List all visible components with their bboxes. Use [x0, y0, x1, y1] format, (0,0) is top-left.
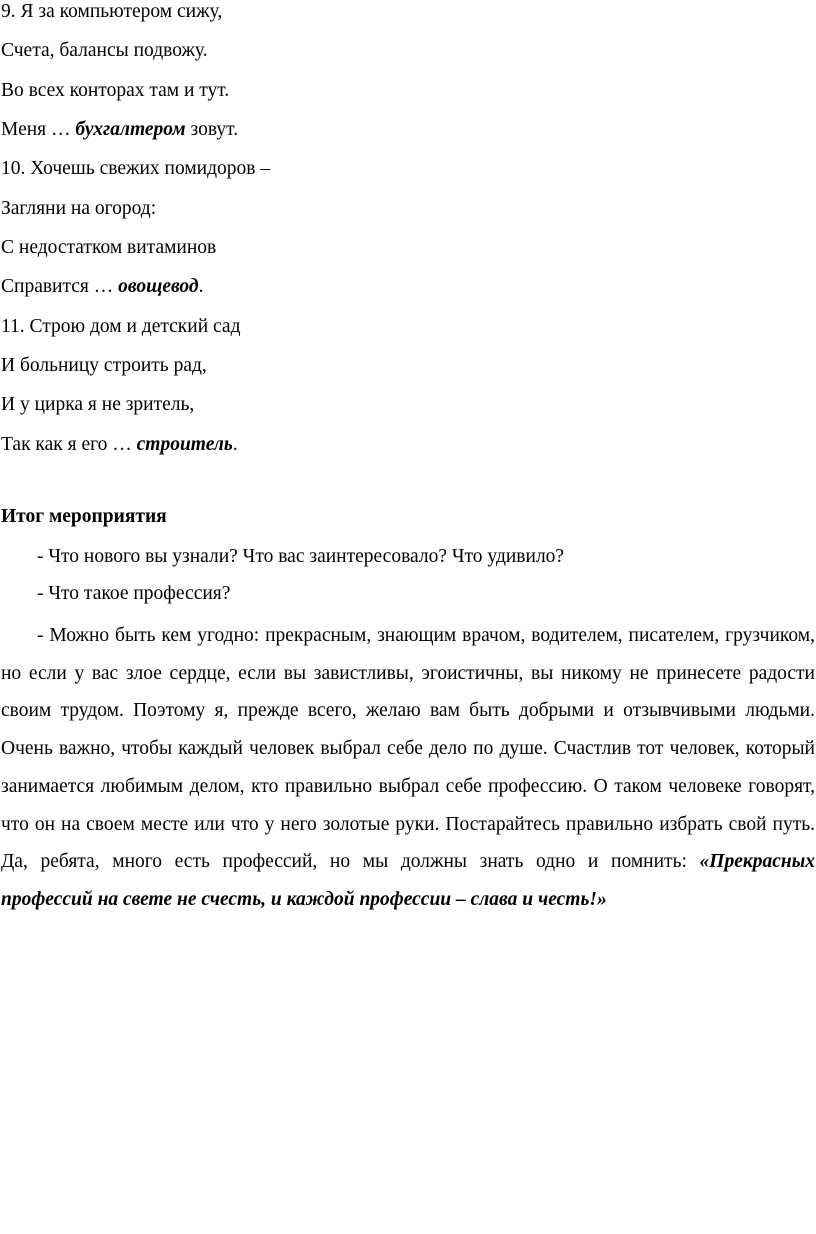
riddle-9-line-3: Во всех конторах там и тут.	[1, 80, 230, 101]
riddle-11-line-1: 11. Строю дом и детский сад	[1, 316, 241, 337]
riddle-10-line-3: С недостатком витаминов	[1, 237, 217, 258]
summary-question-1: - Что нового вы узнали? Что вас заинтересовало? Что удивило?	[37, 546, 565, 567]
riddle-10-line-2: Загляни на огород:	[1, 198, 157, 219]
riddle-9-line-2: Счета, балансы подвожу.	[1, 40, 208, 61]
closing-quote: «Прекрасных профессий на свете не счесть, и каждой профессии – слава и честь!»	[1, 851, 815, 910]
riddle-10-line-1: 10. Хочешь свежих помидоров –	[1, 158, 271, 179]
summary-paragraph	[1, 617, 815, 919]
summary-heading: Итог мероприятия	[1, 506, 167, 527]
riddle-10-line-4: Справится … овощевод.	[1, 276, 204, 297]
riddle-11-line-2: И больницу строить рад,	[1, 355, 207, 376]
riddle-10-answer: овощевод	[118, 276, 199, 297]
summary-paragraph-text: - Можно быть кем угодно: прекрасным, знающим врачом, водителем, писателем, грузчиком, но если у вас злое сердце, если вы завистливы, эгоистичны, вы никому не принесете радости своим трудом. Поэтому я, прежде всего, желаю вам быть добрыми и отзывчивыми людьми. Очень важно, чтобы каждый человек выбрал себе дело по душе. Счастлив тот человек, который занимается любимым делом, кто правильно выбрал себе профессию. О таком человеке говорят, что он на своем месте или что у него золотые руки. Постарайтесь правильно избрать свой путь. Да, ребята, много есть профессий, но мы должны знать одно и помнить:	[1, 625, 815, 873]
riddle-11-line-3: И у цирка я не зритель,	[1, 394, 195, 415]
riddle-11-line-4: Так как я его … строитель.	[1, 434, 238, 455]
riddle-9-line-4: Меня … бухгалтером зовут.	[1, 119, 239, 140]
riddle-9-line-1: 9. Я за компьютером сижу,	[1, 1, 223, 22]
riddle-11-answer: строитель	[136, 434, 233, 455]
summary-question-2: - Что такое профессия?	[37, 583, 231, 604]
riddle-9-answer: бухгалтером	[75, 119, 186, 140]
